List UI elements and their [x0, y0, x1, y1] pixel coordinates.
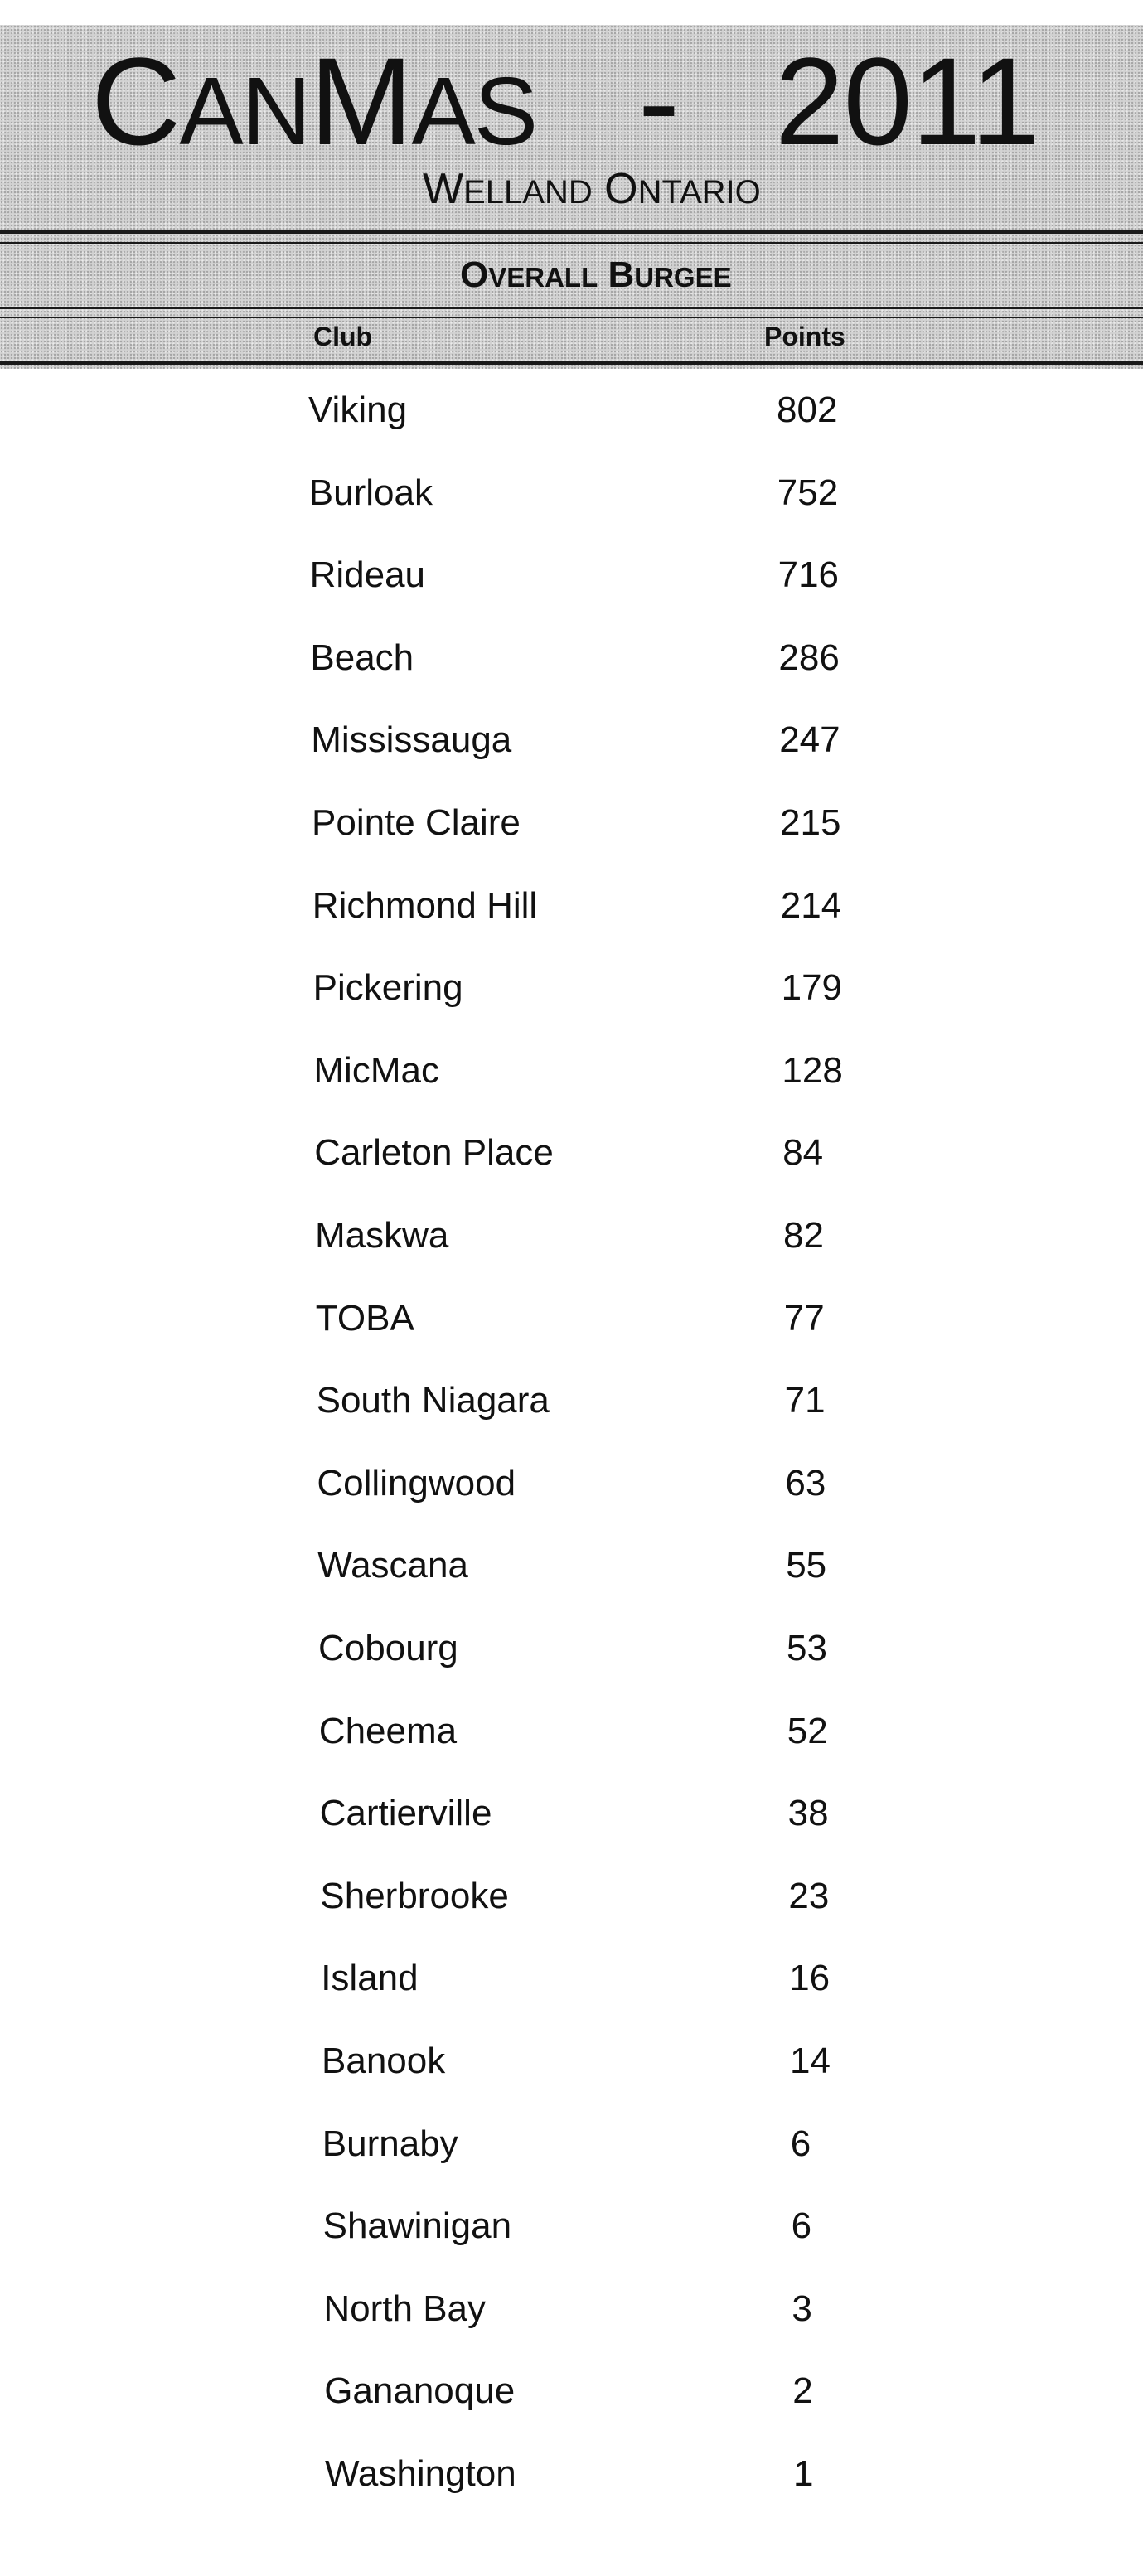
club-name: Burnaby — [322, 2123, 458, 2164]
club-name: Sherbrooke — [320, 1875, 509, 1916]
club-name: Island — [321, 1958, 419, 1999]
title-year: 2011 — [775, 31, 1039, 171]
club-name: South Niagara — [316, 1380, 550, 1421]
club-points: 16 — [789, 1958, 831, 1999]
club-points: 214 — [780, 884, 842, 926]
club-points: 215 — [780, 802, 841, 843]
club-points: 14 — [790, 2041, 831, 2081]
club-name: Cartierville — [319, 1793, 492, 1834]
club-points: 128 — [782, 1049, 843, 1091]
club-name: Viking — [308, 390, 408, 430]
title-dash: - — [638, 31, 680, 171]
divider-header-bottom — [0, 361, 1143, 365]
divider-middle — [0, 307, 1143, 309]
divider-middle-thin — [0, 317, 1143, 318]
club-points: 247 — [779, 719, 840, 761]
club-points: 23 — [788, 1875, 830, 1916]
club-name: TOBA — [315, 1297, 414, 1339]
club-name: Shawinigan — [322, 2206, 512, 2247]
title-event-name: CANMAS — [91, 31, 537, 171]
club-name: Richmond Hill — [312, 884, 538, 926]
club-points: 1 — [793, 2453, 814, 2494]
club-points: 802 — [777, 390, 838, 430]
club-name: North Bay — [323, 2288, 487, 2329]
club-points: 752 — [777, 472, 839, 513]
club-name: Collingwood — [317, 1462, 516, 1503]
club-name: Carleton Place — [314, 1132, 554, 1174]
club-name: Cobourg — [318, 1628, 458, 1668]
club-name: Beach — [310, 637, 414, 678]
club-points: 77 — [783, 1297, 825, 1339]
page-subtitle: WELLAND ONTARIO — [423, 165, 761, 213]
column-header-club: Club — [313, 322, 373, 351]
club-name: Mississauga — [311, 719, 512, 761]
club-name: Cheema — [318, 1710, 458, 1751]
section-heading: OVERALL BURGEE — [460, 254, 732, 295]
club-points: 179 — [781, 967, 843, 1009]
club-points: 63 — [785, 1462, 826, 1503]
club-name: Banook — [322, 2041, 446, 2081]
club-name: Pointe Claire — [312, 802, 521, 843]
club-name: Pickering — [312, 967, 463, 1009]
club-points: 84 — [782, 1132, 824, 1174]
club-points: 52 — [787, 1710, 828, 1751]
club-points: 55 — [786, 1545, 827, 1586]
club-name: Rideau — [309, 554, 426, 596]
club-name: MicMac — [313, 1049, 439, 1091]
club-name: Gananoque — [324, 2370, 516, 2412]
club-points: 716 — [777, 554, 840, 596]
club-points: 3 — [792, 2288, 812, 2329]
club-name: Wascana — [317, 1545, 468, 1586]
club-points: 6 — [790, 2123, 811, 2164]
club-points: 2 — [792, 2370, 813, 2412]
divider-top-thin — [0, 242, 1143, 244]
column-header-points: Points — [764, 322, 845, 351]
club-points: 38 — [787, 1793, 829, 1834]
club-points: 82 — [783, 1215, 824, 1256]
divider-top — [0, 230, 1143, 234]
club-name: Maskwa — [315, 1215, 449, 1256]
club-name: Washington — [325, 2453, 516, 2494]
club-points: 6 — [791, 2206, 812, 2247]
club-points: 53 — [787, 1628, 827, 1668]
page-title — [0, 31, 1143, 171]
club-points: 286 — [778, 637, 840, 678]
club-name: Burloak — [308, 472, 433, 513]
club-points: 71 — [784, 1380, 826, 1421]
